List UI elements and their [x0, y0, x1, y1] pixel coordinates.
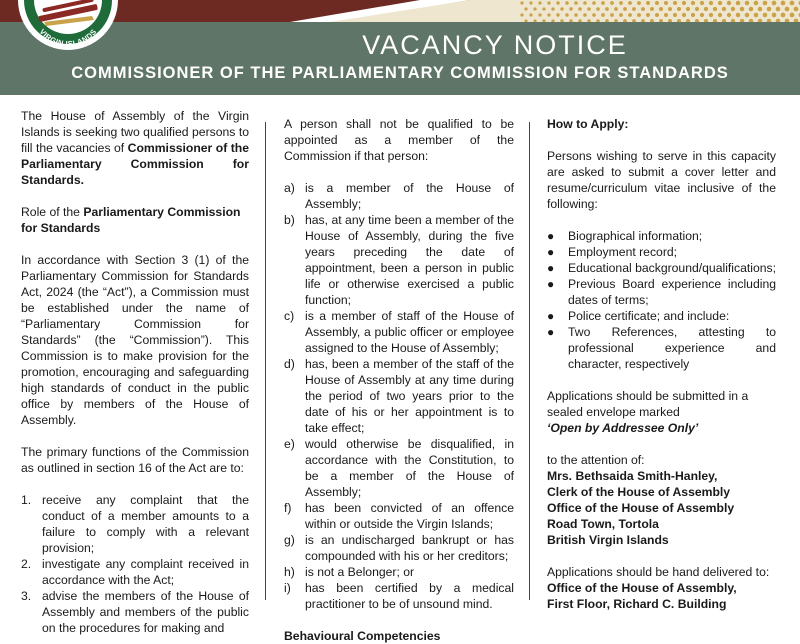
- address-line: Clerk of the House of Assembly: [547, 485, 731, 499]
- column-divider: [265, 122, 266, 600]
- bullet-icon: ●: [547, 325, 555, 339]
- list-item: d) has, been a member of the staff of the House of Assembly at any time during the period of two years prior to the date of his or her appointment is to take effect;: [284, 357, 514, 435]
- submission-paragraph: Applications should be submitted in a sealed envelope marked: [547, 389, 749, 419]
- requirements-list: [547, 228, 776, 372]
- functions-list: [21, 492, 249, 636]
- header-band: [0, 22, 800, 95]
- list-item: g) is an undischarged bankrupt or has compounded with his or her creditors;: [284, 533, 514, 563]
- seal-text: VIRGIN ISLANDS: [37, 27, 99, 49]
- delivery-paragraph: Applications should be hand delivered to:: [547, 565, 770, 579]
- address-line: British Virgin Islands: [547, 533, 669, 547]
- competencies-heading: Behavioural Competencies: [284, 629, 441, 643]
- address-line: Road Town, Tortola: [547, 517, 659, 531]
- list-item: ● Police certificate; and include:: [547, 309, 730, 323]
- disqualification-list: [284, 180, 514, 612]
- list-item: a) is a member of the House of Assembly;: [284, 181, 514, 211]
- page-subtitle: COMMISSIONER OF THE PARLIAMENTARY COMMISSION FOR STANDARDS: [71, 64, 729, 82]
- list-item: b) has, at any time been a member of the House of Assembly, during the five years preceding the date of appointment, been a person in public life or otherwise exercised a public function;: [284, 213, 514, 307]
- role-paragraph: In accordance with Section 3 (1) of the Parliamentary Commission for Standards Act, 2024 (the “Act”), a Commission must be established under the name of “Parliamentary Commission for Standards” (the “Commission”). This Commission is to make provision for the promotion, encouraging and safeguarding high standards of conduct in the public office by members of the House of Assembly.: [21, 253, 249, 427]
- list-item: c) is a member of staff of the House of Assembly, a public officer or employee assigned to the House of Assembly;: [284, 309, 514, 355]
- column-divider: [529, 122, 530, 600]
- role-heading: Role of the Parliamentary Commission for Standards: [21, 205, 241, 235]
- list-item: ● Biographical information;: [547, 229, 703, 243]
- list-item: f) has been convicted of an offence within or outside the Virgin Islands;: [284, 501, 514, 531]
- list-item: ● Employment record;: [547, 245, 678, 259]
- list-item: ● Two References, attesting to professional experience and character, respectively: [547, 325, 776, 371]
- how-to-apply-paragraph: Persons wishing to serve in this capacity are asked to submit a cover letter and resume/curriculum vitae inclusive of the following:: [547, 149, 776, 211]
- intro-paragraph: The House of Assembly of the Virgin Islands is seeking two qualified persons to fill the vacancies of Commissioner of the Parliamentary Commission for Standards.: [21, 109, 249, 187]
- column-right: [547, 116, 776, 612]
- attention-line: to the attention of:: [547, 453, 645, 467]
- bullet-icon: ●: [547, 309, 555, 323]
- bullet-icon: ●: [547, 261, 555, 275]
- list-item: 1. receive any complaint that the conduct of a member amounts to a failure to comply with a relevant provision;: [21, 493, 249, 555]
- bullet-icon: ●: [547, 229, 555, 243]
- list-item: i) has been certified by a medical practitioner to be of unsound mind.: [284, 581, 514, 611]
- functions-intro: The primary functions of the Commission as outlined in section 16 of the Act are to:: [21, 445, 249, 475]
- delivery-address-line: First Floor, Richard C. Building: [547, 597, 727, 611]
- list-item: h) is not a Belonger; or: [284, 565, 415, 579]
- bullet-icon: ●: [547, 277, 555, 291]
- list-item: 2. investigate any complaint received in accordance with the Act;: [21, 557, 249, 587]
- envelope-marking: ‘Open by Addressee Only’: [547, 421, 699, 435]
- list-item: e) would otherwise be disqualified, in accordance with the Constitution, to be a member of the House of Assembly;: [284, 437, 514, 499]
- bullet-icon: ●: [547, 245, 555, 259]
- list-item: ● Previous Board experience including dates of terms;: [547, 277, 776, 307]
- disqualification-intro: A person shall not be qualified to be appointed as a member of the Commission if that person:: [284, 117, 514, 163]
- address-line: Office of the House of Assembly: [547, 501, 735, 515]
- delivery-address-line: Office of the House of Assembly,: [547, 581, 737, 595]
- list-item: 3. advise the members of the House of Assembly and members of the public on the procedures for making and: [21, 589, 249, 635]
- address-line: Mrs. Bethsaida Smith-Hanley,: [547, 469, 718, 483]
- column-middle: [284, 116, 514, 644]
- page-title: VACANCY NOTICE: [362, 30, 628, 60]
- column-left: [21, 108, 249, 636]
- how-to-apply-heading: How to Apply:: [547, 117, 629, 131]
- list-item: ● Educational background/qualifications;: [547, 261, 777, 275]
